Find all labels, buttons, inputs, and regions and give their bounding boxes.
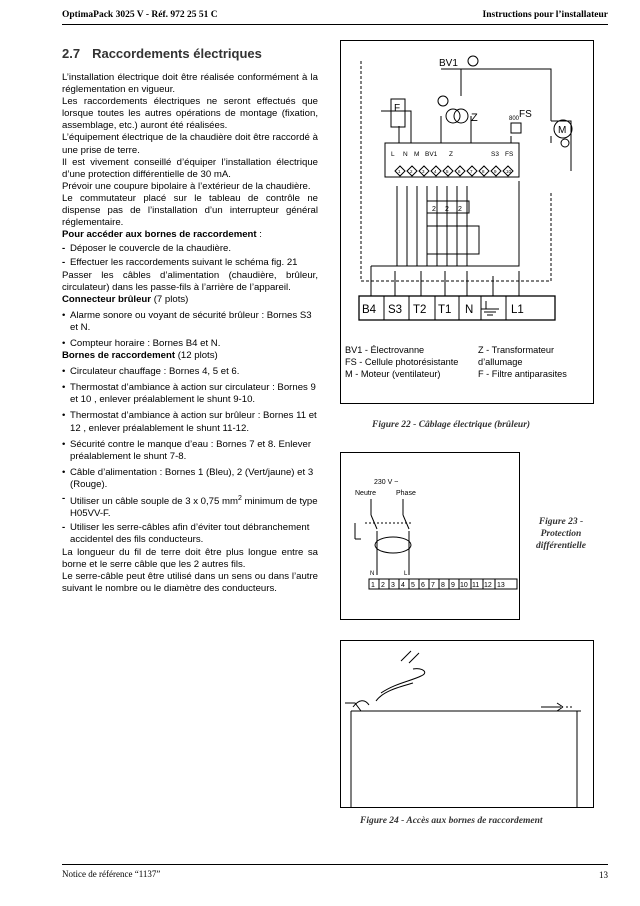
section-title bbox=[62, 46, 262, 61]
page-header bbox=[62, 6, 608, 24]
caption-line: différentielle bbox=[536, 541, 586, 551]
label-800: 800 bbox=[509, 116, 520, 122]
terminal-number: 12 bbox=[484, 582, 492, 589]
paragraph: Passer les câbles d’alimentation (chaudière, brûleur, circulateur) dans les passe-fils à l’arrière de l’appareil. bbox=[62, 269, 318, 293]
differential-protection-diagram bbox=[341, 453, 519, 619]
figure-22-caption: Figure 22 - Câblage électrique (brûleur) bbox=[372, 420, 531, 430]
terminal-number: 8 bbox=[441, 582, 445, 589]
relay-label: 2 bbox=[432, 206, 436, 213]
burner-heading-bold: Connecteur brûleur bbox=[62, 293, 152, 305]
connector-n: N bbox=[465, 304, 474, 316]
burner-wiring-diagram bbox=[341, 41, 593, 331]
terminal-number: 5 bbox=[446, 169, 449, 174]
list-item-text: Circulateur chauffage : Bornes 4, 5 et 6. bbox=[70, 366, 240, 378]
paragraph: Les raccordements électriques ne seront effectués que lorsque toutes les autres opérations de montage (fixation, assemblage, etc.) auront été réalisées. bbox=[62, 96, 318, 132]
list-item: • Thermostat d’ambiance à action sur brûleur : Bornes 11 et 12 , enlever préalablement le shunt 11-12. bbox=[62, 410, 317, 434]
paragraph: Prévoir une coupure bipolaire à l’extérieur de la chaudière. bbox=[62, 180, 311, 192]
figure-22-legend bbox=[345, 344, 475, 380]
label-bv1: BV1 bbox=[439, 58, 458, 69]
list-item-text: Déposer le couvercle de la chaudière. bbox=[70, 243, 232, 255]
terminal-number: 10 bbox=[460, 582, 468, 589]
paragraph: Il est vivement conseillé d’équiper l’installation électrique d’une protection différentielle de 30 mA. bbox=[62, 156, 318, 180]
burner-heading bbox=[62, 294, 318, 306]
connector-l1: L1 bbox=[511, 304, 524, 316]
header-label: L bbox=[391, 151, 395, 158]
list-item: - Déposer le couvercle de la chaudière. bbox=[62, 243, 232, 255]
caption-line: Figure 23 - bbox=[538, 517, 584, 527]
superscript: 2 bbox=[237, 495, 242, 502]
relay-label: 2 bbox=[458, 206, 462, 213]
terminal-heading bbox=[62, 350, 318, 362]
terminal-access-illustration bbox=[341, 641, 593, 807]
header-label: BV1 bbox=[425, 151, 438, 158]
terminal-number: 5 bbox=[411, 582, 415, 589]
terminal-heading-bold: Bornes de raccordement bbox=[62, 350, 176, 362]
header-label: Z bbox=[449, 151, 453, 158]
label-f: F bbox=[394, 103, 401, 114]
terminal-number: 13 bbox=[497, 582, 505, 589]
paragraph: L’installation électrique doit être réalisée conformément à la réglementation en vigueur. bbox=[62, 72, 318, 96]
terminal-number: 2 bbox=[410, 169, 413, 174]
footer-doc-ref: Notice de référence “1137” bbox=[62, 869, 161, 879]
terminal-number: 2 bbox=[381, 582, 385, 589]
list-item: • Thermostat d’ambiance à action sur circulateur : Bornes 9 et 10 , enlever préalablement le shunt 9-10. bbox=[62, 382, 316, 406]
terminal-number: 1 bbox=[371, 582, 375, 589]
paragraph: Le serre-câble peut être utilisé dans un sens ou dans l’autre suivant le nombre ou le diamètre des conducteurs. bbox=[62, 570, 318, 594]
list-item-text: Effectuer les raccordements suivant le schéma fig. 21 bbox=[70, 257, 298, 269]
legend-z: Z - Transformateur d’allumage bbox=[478, 345, 555, 367]
n-label: N bbox=[370, 571, 375, 577]
terminal-number: 4 bbox=[401, 582, 405, 589]
phase-label: Phase bbox=[396, 490, 416, 497]
terminal-number: 7 bbox=[431, 582, 435, 589]
terminal-number: 9 bbox=[451, 582, 455, 589]
list-item: • Câble d’alimentation : Bornes 1 (Bleu), 2 (Vert/jaune) et 3 (Rouge). bbox=[62, 466, 314, 490]
relay-label: 2 bbox=[445, 206, 449, 213]
terminal-number: 3 bbox=[391, 582, 395, 589]
terminal-number: 6 bbox=[421, 582, 425, 589]
neutral-label: Neutre bbox=[355, 490, 377, 497]
body-text bbox=[62, 72, 318, 595]
terminal-number: 7 bbox=[470, 169, 473, 174]
figure-24-frame bbox=[340, 640, 594, 808]
connector-s3: S3 bbox=[388, 304, 403, 316]
legend-bv1: BV1 - Électrovanne bbox=[345, 345, 425, 355]
list-item: • Sécurité contre le manque d’eau : Bornes 7 et 8. Enlever préalablement le shunt 7-8. bbox=[62, 438, 312, 462]
supply-label: 230 V ~ bbox=[374, 479, 399, 486]
connector-t2: T2 bbox=[413, 304, 427, 316]
list-item: - Utiliser un câble souple de 3 x 0,75 $mm^2$ minimum de type H05VV-F. bbox=[62, 493, 318, 520]
label-z: Z bbox=[471, 112, 478, 124]
list-item-text: minimum de type H05VV-F. bbox=[70, 496, 318, 520]
legend-f: F - Filtre antiparasites bbox=[478, 369, 567, 379]
terminal-number: 9 bbox=[494, 169, 497, 174]
terminal-number: 8 bbox=[482, 169, 485, 174]
list-item-text: Câble d’alimentation : Bornes 1 (Bleu), 2 (Vert/jaune) et 3 (Rouge). bbox=[70, 466, 314, 490]
header-rule bbox=[62, 24, 608, 25]
terminal-number: 1 bbox=[398, 169, 401, 174]
access-heading-colon: : bbox=[256, 229, 262, 241]
list-item: • Circulateur chauffage : Bornes 4, 5 et 6. bbox=[62, 366, 240, 378]
paragraph: Le commutateur placé sur le tableau de contrôle ne dispense pas de l’installation d’un interrupteur général réglementaire. bbox=[62, 192, 318, 229]
legend-m: M - Moteur (ventilateur) bbox=[345, 369, 441, 379]
figure-23-caption bbox=[526, 516, 596, 552]
figure-24-caption: Figure 24 - Accès aux bornes de raccordement bbox=[360, 816, 543, 826]
access-heading-bold: Pour accéder aux bornes de raccordement bbox=[62, 229, 257, 241]
list-item-text: Sécurité contre le manque d’eau : Bornes 7 et 8. Enlever préalablement le shunt 7-8. bbox=[70, 438, 312, 462]
list-item: • Alarme sonore ou voyant de sécurité brûleur : Bornes S3 et N. bbox=[62, 309, 312, 333]
header-label: S3 bbox=[491, 151, 499, 158]
connector-t1: T1 bbox=[438, 304, 452, 316]
footer-rule bbox=[62, 864, 608, 865]
ground-icon bbox=[481, 301, 499, 315]
header-label: N bbox=[403, 151, 408, 158]
list-item: - Utiliser les serre-câbles afin d’éviter tout débranchement accidentel des fils conducteurs. bbox=[62, 522, 310, 546]
hand-icon bbox=[381, 669, 425, 693]
header-label: FS bbox=[505, 151, 514, 158]
list-item: - Effectuer les raccordements suivant le schéma fig. 21 bbox=[62, 257, 298, 269]
paragraph: La longueur du fil de terre doit être plus longue entre sa borne et le serre câble que les 2 autres fils. bbox=[62, 546, 318, 570]
figure-22-legend-right bbox=[478, 344, 590, 380]
terminal-heading-count: (12 plots) bbox=[175, 350, 218, 362]
section-title-text: Raccordements électriques bbox=[92, 46, 262, 61]
terminal-number: 3 bbox=[422, 169, 425, 174]
terminal-number: 11 bbox=[472, 582, 480, 589]
terminal-number: 6 bbox=[458, 169, 461, 174]
label-m: M bbox=[558, 125, 567, 136]
list-item-text: Thermostat d’ambiance à action sur circulateur : Bornes 9 et 10 , enlever préalablement le shunt 9-10. bbox=[70, 382, 316, 406]
list-item-text: Utiliser un câble souple de 3 x 0,75 mm bbox=[70, 496, 238, 508]
page-number: 13 bbox=[599, 870, 608, 880]
access-heading bbox=[62, 229, 318, 241]
terminal-number: 10 bbox=[506, 169, 512, 174]
list-item-text: Compteur horaire : Bornes B4 et N. bbox=[70, 337, 221, 349]
list-item-text: Thermostat d’ambiance à action sur brûleur : Bornes 11 et 12 , enlever préalablement le shunt 11-12. bbox=[70, 410, 317, 434]
connector-b4: B4 bbox=[362, 304, 377, 316]
l-label: L bbox=[404, 571, 408, 577]
legend-fs: FS - Cellule photorésistante bbox=[345, 357, 459, 367]
caption-line: Protection bbox=[540, 529, 582, 539]
section-number: 2.7 bbox=[62, 46, 81, 61]
list-item: • Compteur horaire : Bornes B4 et N. bbox=[62, 337, 221, 349]
terminal-number: 4 bbox=[434, 169, 437, 174]
list-item-text: Utiliser les serre-câbles afin d’éviter tout débranchement accidentel des fils conducteurs. bbox=[70, 522, 310, 546]
burner-heading-count: (7 plots) bbox=[151, 293, 189, 305]
header-label: M bbox=[414, 151, 420, 158]
list-item-text: Alarme sonore ou voyant de sécurité brûleur : Bornes S3 et N. bbox=[70, 309, 312, 333]
header-doc-ref: OptimaPack 3025 V - Réf. 972 25 51 C bbox=[62, 10, 218, 20]
figure-23-frame bbox=[340, 452, 520, 620]
page-footer bbox=[62, 864, 608, 879]
header-section: Instructions pour l’installateur bbox=[482, 10, 608, 20]
paragraph: L’équipement électrique de la chaudière doit être raccordé à une prise de terre. bbox=[62, 132, 318, 156]
label-fs: FS bbox=[519, 109, 532, 120]
